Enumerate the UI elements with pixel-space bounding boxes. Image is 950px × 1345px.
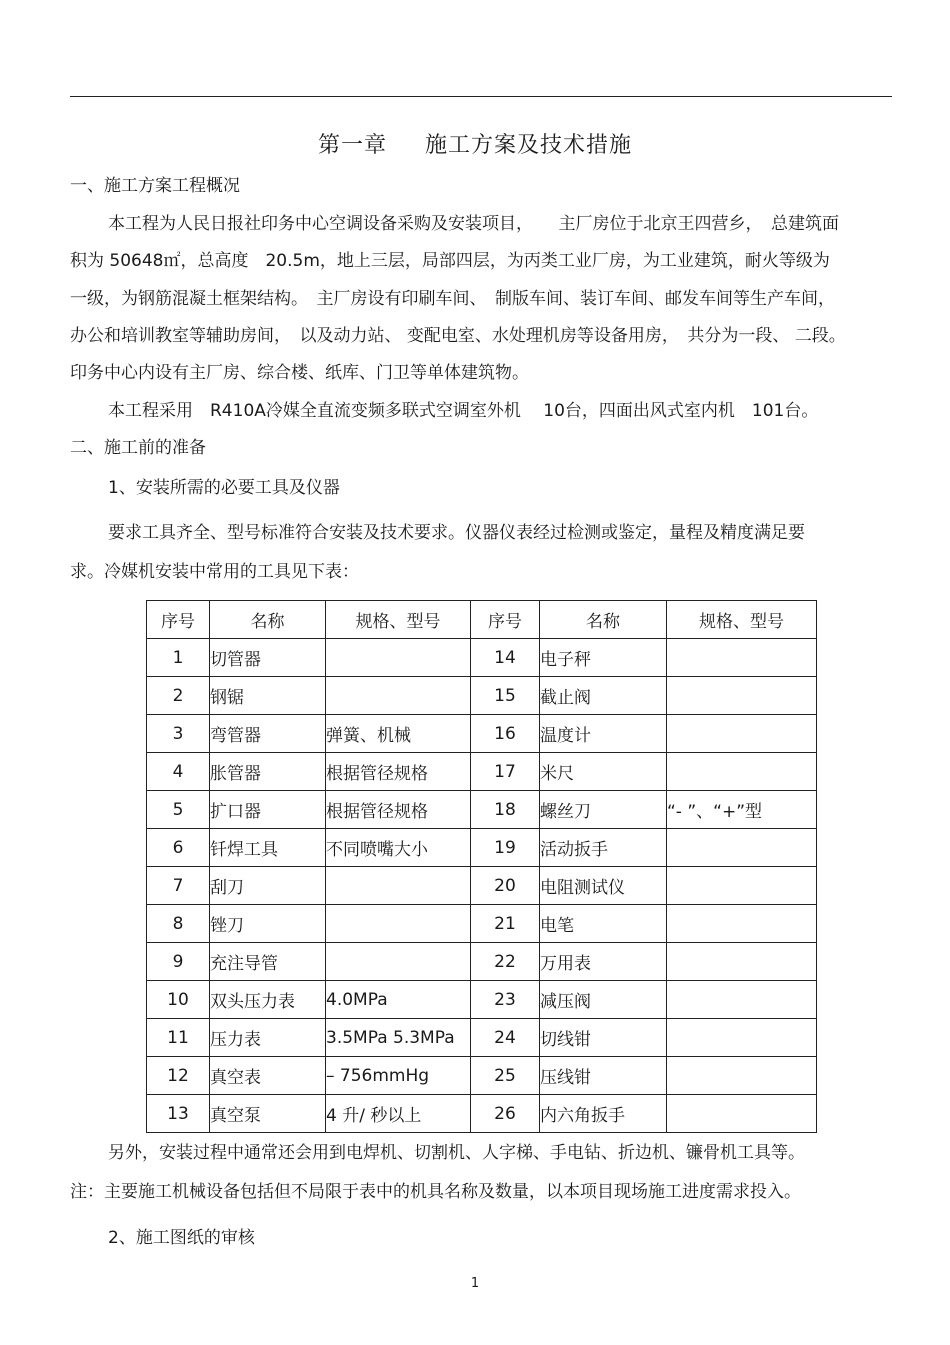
section-2-heading: 二、施工前的准备: [70, 438, 206, 458]
table-cell: 1: [147, 639, 210, 677]
table-cell: 减压阀: [540, 981, 667, 1019]
table-cell: [667, 829, 817, 867]
table-cell: 充注导管: [210, 943, 326, 981]
overview-line-3: 一级，为钢筋混凝土框架结构。 主厂房设有印刷车间、 制版车间、装订车间、邮发车间等生产车间，: [70, 289, 835, 309]
table-header-row: [147, 601, 817, 639]
table-cell: 锉刀: [210, 905, 326, 943]
table-row: [147, 677, 817, 715]
table-row: [147, 715, 817, 753]
table-cell: [667, 943, 817, 981]
table-cell: [326, 867, 471, 905]
header-spec-right: 规格、型号: [667, 601, 817, 639]
table-cell: [326, 639, 471, 677]
table-cell: – 756mmHg: [326, 1057, 471, 1095]
table-cell: 5: [147, 791, 210, 829]
table-row: [147, 867, 817, 905]
table-cell: 内六角扳手: [540, 1095, 667, 1133]
table-cell: 弹簧、机械: [326, 715, 471, 753]
table-cell: 切线钳: [540, 1019, 667, 1057]
table-cell: 16: [471, 715, 540, 753]
table-cell: 万用表: [540, 943, 667, 981]
table-cell: [326, 943, 471, 981]
table-cell: 钢锯: [210, 677, 326, 715]
page-number: 1: [470, 1276, 480, 1291]
table-cell: 压线钳: [540, 1057, 667, 1095]
table-cell: 压力表: [210, 1019, 326, 1057]
table-cell: 米尺: [540, 753, 667, 791]
table-row: [147, 1057, 817, 1095]
table-cell: [667, 639, 817, 677]
chapter-name: 施工方案及技术措施: [425, 133, 633, 158]
table-cell: 根据管径规格: [326, 791, 471, 829]
table-cell: 2: [147, 677, 210, 715]
table-cell: [667, 1095, 817, 1133]
tools-intro-line-1: 要求工具齐全、型号标准符合安装及技术要求。仪器仪表经过检测或鉴定，量程及精度满足要: [108, 523, 805, 543]
table-cell: 20: [471, 867, 540, 905]
table-cell: 双头压力表: [210, 981, 326, 1019]
header-name-right: 名称: [540, 601, 667, 639]
table-cell: 18: [471, 791, 540, 829]
table-cell: [667, 981, 817, 1019]
table-cell: 25: [471, 1057, 540, 1095]
table-cell: [667, 715, 817, 753]
table-cell: 9: [147, 943, 210, 981]
table-cell: [667, 1057, 817, 1095]
table-cell: [667, 753, 817, 791]
subsection-1-heading: 1、安装所需的必要工具及仪器: [108, 478, 340, 498]
table-cell: 3: [147, 715, 210, 753]
header-name-left: 名称: [210, 601, 326, 639]
table-cell: 扩口器: [210, 791, 326, 829]
table-cell: 螺丝刀: [540, 791, 667, 829]
table-cell: 钎焊工具: [210, 829, 326, 867]
header-rule: [70, 96, 892, 97]
overview-line-2: 积为 50648㎡，总高度 20.5m，地上三层，局部四层，为丙类工业厂房，为工业建筑，耐火等级为: [70, 251, 830, 271]
section-1-heading: 一、施工方案工程概况: [70, 176, 240, 196]
table-cell: [667, 905, 817, 943]
table-row: [147, 1095, 817, 1133]
table-cell: “- ”、“+”型: [667, 791, 817, 829]
table-cell: [667, 1019, 817, 1057]
table-row: [147, 639, 817, 677]
table-cell: 温度计: [540, 715, 667, 753]
table-cell: 弯管器: [210, 715, 326, 753]
table-cell: 真空表: [210, 1057, 326, 1095]
table-cell: 4 升/ 秒以上: [326, 1095, 471, 1133]
table-cell: 13: [147, 1095, 210, 1133]
header-index-left: 序号: [147, 601, 210, 639]
chapter-title: [0, 128, 950, 159]
table-cell: 切管器: [210, 639, 326, 677]
table-cell: 22: [471, 943, 540, 981]
table-cell: 8: [147, 905, 210, 943]
table-cell: 根据管径规格: [326, 753, 471, 791]
table-cell: 23: [471, 981, 540, 1019]
table-cell: 电笔: [540, 905, 667, 943]
table-cell: 胀管器: [210, 753, 326, 791]
table-cell: 11: [147, 1019, 210, 1057]
overview-line-5: 印务中心内设有主厂房、综合楼、纸库、门卫等单体建筑物。: [70, 363, 529, 383]
table-row: [147, 1019, 817, 1057]
table-row: [147, 791, 817, 829]
note-line: 注：主要施工机械设备包括但不局限于表中的机具名称及数量，以本项目现场施工进度需求投入。: [70, 1182, 801, 1202]
table-cell: 17: [471, 753, 540, 791]
table-cell: 活动扳手: [540, 829, 667, 867]
table-cell: 15: [471, 677, 540, 715]
table-cell: 4.0MPa: [326, 981, 471, 1019]
header-index-right: 序号: [471, 601, 540, 639]
table-cell: 12: [147, 1057, 210, 1095]
table-row: [147, 981, 817, 1019]
table-cell: 21: [471, 905, 540, 943]
table-cell: 电子秤: [540, 639, 667, 677]
table-cell: 10: [147, 981, 210, 1019]
table-cell: 24: [471, 1019, 540, 1057]
overview-line-1: 本工程为人民日报社印务中心空调设备采购及安装项目， 主厂房位于北京王四营乡， 总建筑面: [108, 214, 839, 234]
tools-intro-line-2: 求。冷媒机安装中常用的工具见下表：: [70, 562, 359, 582]
table-cell: 14: [471, 639, 540, 677]
additional-tools-line: 另外，安装过程中通常还会用到电焊机、切割机、人字梯、手电钻、折边机、镰骨机工具等。: [108, 1143, 805, 1163]
table-row: [147, 829, 817, 867]
table-cell: 4: [147, 753, 210, 791]
table-cell: 6: [147, 829, 210, 867]
table-cell: 19: [471, 829, 540, 867]
header-spec-left: 规格、型号: [326, 601, 471, 639]
table-cell: 截止阀: [540, 677, 667, 715]
table-row: [147, 943, 817, 981]
subsection-2-heading: 2、施工图纸的审核: [108, 1228, 255, 1248]
table-cell: [326, 905, 471, 943]
tools-table: [146, 600, 817, 1133]
table-row: [147, 753, 817, 791]
table-cell: [667, 867, 817, 905]
table-cell: 7: [147, 867, 210, 905]
overview-line-4: 办公和培训教室等辅助房间， 以及动力站、 变配电室、水处理机房等设备用房， 共分为一段、 二段。: [70, 326, 846, 346]
table-cell: 刮刀: [210, 867, 326, 905]
table-cell: 真空泵: [210, 1095, 326, 1133]
table-cell: 不同喷嘴大小: [326, 829, 471, 867]
table-cell: 3.5MPa 5.3MPa: [326, 1019, 471, 1057]
overview-line-6: 本工程采用 R410A冷媒全直流变频多联式空调室外机 10台，四面出风式室内机 101台。: [108, 401, 819, 421]
table-row: [147, 905, 817, 943]
table-cell: [326, 677, 471, 715]
table-cell: 电阻测试仪: [540, 867, 667, 905]
table-cell: [667, 677, 817, 715]
chapter-number: 第一章: [317, 133, 387, 158]
table-cell: 26: [471, 1095, 540, 1133]
